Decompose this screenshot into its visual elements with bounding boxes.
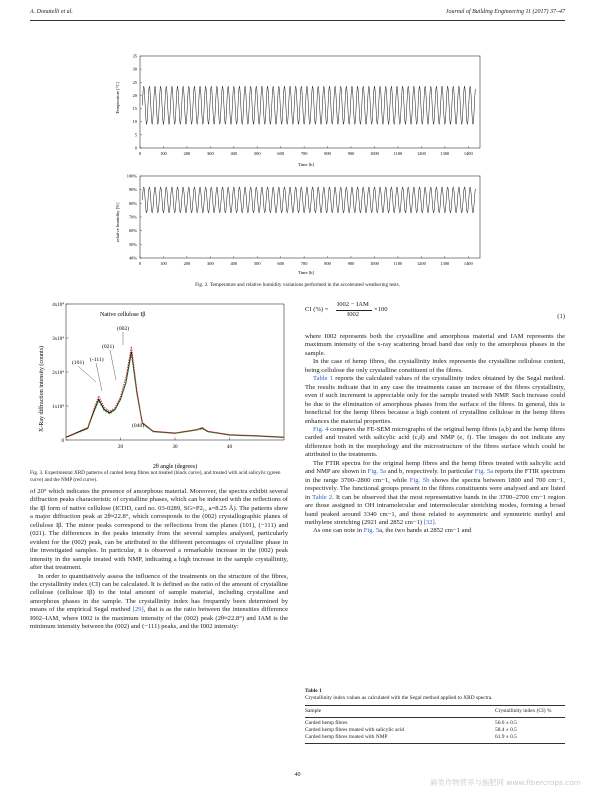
- x-tick-label: 1300: [440, 151, 450, 156]
- x-axis-label: Time [h]: [297, 162, 315, 167]
- annotation-native-cellulose: Native cellulose Iβ: [100, 312, 146, 318]
- x-tick-label: 200: [183, 261, 191, 266]
- x-axis-ticks: [139, 146, 474, 156]
- x-tick-label: 800: [324, 261, 331, 266]
- paragraph: In order to quantitatively assess the influence of the treatments on the structure of the fibres, the crystallinity index (CI) can be calculated. It is defined as the ratio of the amount of crystalline cellulose (cellulose Iβ) to the total amount of sample material, including crystalline and amorphous phases in the sample. The crystallinity index has frequently been determined by means of the empirical Segal method [29], that is as the ratio between the intensities difference I002–IAM, where I002 is the maximum intensity of the (002) peak (2θ≈22.8°) and IAM is the minimum intensity between the (002) and (−111) peaks, and the I002 intensity:: [30, 572, 289, 631]
- x-tick-label: 0: [138, 261, 142, 266]
- ref-link-fig5[interactable]: Fig. 5: [363, 527, 380, 535]
- table-header-row: [305, 706, 565, 717]
- xrd-chart: [30, 300, 290, 472]
- ref-link-fig5b[interactable]: Fig. 5b: [409, 476, 430, 484]
- table-1: [305, 688, 565, 744]
- annotation-040: (040): [132, 423, 145, 429]
- x-axis-ticks: [118, 438, 233, 451]
- relative-humidity-chart: [110, 170, 490, 278]
- x-tick-label: 700: [300, 151, 308, 156]
- ref-link-fig5a[interactable]: Fig. 5a: [367, 468, 387, 476]
- x-tick-label: 1000: [370, 151, 379, 156]
- y-tick-label: 25: [132, 79, 137, 85]
- table-header-ci: Crystallinity index (CI) %: [495, 708, 552, 714]
- y-tick-label: 90%: [128, 187, 137, 193]
- page-number: 40: [294, 772, 301, 778]
- fig3-caption: Fig. 3. Experimental XRD patterns of carded hemp fibres not treated (black curve), and treated with acid salicylic (green curve) and the NMP (red curve).: [30, 470, 281, 483]
- x-tick-label: 400: [230, 261, 238, 266]
- plot-frame: [140, 56, 480, 148]
- y-tick-label: 70%: [128, 214, 137, 220]
- annotation-minus111: (-111): [90, 357, 104, 363]
- table-row: Carded hemp fibres 56.6 ± 0.5: [305, 720, 517, 726]
- x-tick-label: 900: [347, 151, 355, 156]
- y-tick-label: 10: [132, 119, 137, 125]
- paragraph: Table 1 reports the calculated values of the crystallinity index obtained by the Segal method. The results indicate that in any case the treatments cause an increase of the fibres crystallinity, even if such increment is appreciable only for the sample treated with NMP. Such increase could be due to the elimination of amorphous phases from the surface of the fibres. In general, this is beneficial for the hemp fibres because a high content of crystalline cellulose in the hemp fibres enhances the material properties.: [305, 375, 565, 425]
- x-tick-label: 1400: [463, 261, 473, 266]
- ref-link-fig4[interactable]: Fig. 4: [313, 425, 329, 433]
- journal-citation: Journal of Building Engineering 11 (2017) 37–47: [445, 9, 565, 15]
- y-tick-label: 60%: [128, 228, 137, 234]
- table-row: Carded hemp fibres treated with NMP 61.9 ± 0.5: [305, 734, 517, 740]
- x-tick-label: 200: [183, 151, 191, 156]
- x-axis-label: 2θ angle (degrees): [152, 464, 198, 470]
- x-tick-label: 500: [253, 151, 261, 156]
- x-tick-label: 0: [138, 151, 142, 156]
- x-tick-label: 300: [207, 261, 214, 266]
- x-tick-label: 400: [230, 151, 238, 156]
- y-axis-label: relative humidity [%]: [115, 202, 120, 242]
- y-tick-label: 0: [61, 439, 64, 444]
- y-tick-label: 30: [132, 66, 137, 72]
- temperature-series-line: [142, 86, 475, 124]
- header-rule: [30, 20, 565, 21]
- x-tick-label: 600: [277, 261, 284, 266]
- y-axis-label: X-Ray diffraction intensity (counts): [39, 345, 45, 432]
- x-tick-label: 300: [207, 151, 214, 156]
- x-tick-label: 1000: [370, 261, 379, 266]
- paragraph: In the case of hemp fibres, the crystallinity index represents the crystalline cellulose content, being cellulose the only crystalline constituent of the fibres.: [305, 358, 565, 374]
- ref-link-table1[interactable]: Table 1: [313, 375, 334, 383]
- temperature-chart: [110, 52, 490, 170]
- y-tick-label: 0: [134, 145, 137, 151]
- y-tick-label: 50%: [128, 241, 137, 247]
- xrd-series-untreated: [66, 352, 284, 438]
- y-tick-label: 15: [132, 106, 137, 112]
- y-tick-label: 80%: [128, 200, 137, 206]
- y-tick-label: 100%: [126, 173, 137, 179]
- x-tick-label: 1200: [416, 261, 426, 266]
- x-tick-label: 1300: [440, 261, 450, 266]
- paragraph: The FTIR spectra for the original hemp fibres and the hemp fibres treated with salicylic acid and NMP are shown in Fig. 5a and b, respectively. In particular Fig. 5a reports the FTIR spectrum in the range 3700–2800 cm−1, while Fig. 5b shows the spectra between 1800 and 700 cm−1, respectively. The functional groups present in the fibres constituents were analysed and are listed in Table 2. It can be observed that the most representative bands in the 3700–2700 cm−1 region are those assigned to OH intramolecular and intermolecular stretching modes, forming a broad band peaked around 3340 cm−1, and those related to asymmetric and symmetric methyl and methylene stretching (2921 and 2852 cm−1) [32].: [305, 459, 566, 526]
- x-tick-label: 800: [324, 151, 331, 156]
- x-tick-label: 1200: [416, 151, 426, 156]
- watermark: 麻类作物营养与施肥网 www.fibercrops.com: [430, 778, 581, 787]
- y-tick-label: 5: [134, 132, 137, 138]
- left-text-column: [30, 488, 288, 632]
- x-tick-label: 40: [226, 444, 233, 450]
- ref-link-29[interactable]: [29]: [132, 606, 144, 614]
- paragraph: of 20° which indicates the presence of amorphous material. Moreover, the spectra exhibit several diffraction peaks characteristic of crystalline phases, which can be indexed with the reflections of the Iβ form of native cellulose (ICDD, card no. 03-0289, SG=P2₁, a=8.25 Å). The patterns show a major diffraction peak at 2θ≈22.8°, which corresponds to the (002) crystallographic planes of cellulose Iβ. The minor peaks correspond to the reflections from the planes (101), (−111) and (021). The differences in the peaks intensity from the several samples analysed, particularly evident for the (002) peak, can be attributed to the different percentages of crystalline phase in the investigated samples. In particular, it is observed a remarkable increase in the (002) peak intensity in the sample treated with NMP, indicating a high increase in the sample crystallinity, after that treatment.: [30, 488, 288, 572]
- x-tick-label: 600: [277, 151, 284, 156]
- annotation-101: (101): [72, 360, 85, 366]
- plot-frame: [140, 176, 480, 258]
- x-tick-label: 30: [172, 444, 178, 450]
- fig2-caption: Fig. 2. Temperature and relative humidity variations performed in the accelerated weathering tests.: [195, 282, 400, 288]
- x-tick-label: 100: [160, 261, 167, 266]
- y-axis-ticks: [133, 54, 142, 151]
- annotation-021: (021): [102, 344, 115, 350]
- ref-link-32[interactable]: [32]: [423, 518, 435, 526]
- eq-rhs: ×100: [374, 306, 388, 313]
- x-tick-label: 1400: [463, 151, 473, 156]
- annotation-002: (002): [117, 326, 130, 332]
- x-tick-label: 1100: [393, 151, 403, 156]
- eq-lhs: CI (%) =: [305, 306, 329, 313]
- y-tick-label: 4x10⁴: [52, 303, 64, 308]
- x-tick-label: 20: [117, 444, 124, 450]
- eq-number: (1): [557, 313, 565, 320]
- annotation-arrow-m111: [96, 363, 102, 391]
- x-axis-label: Time [h]: [297, 270, 315, 275]
- table-row: Carded hemp fibres treated with salicylic acid 58.4 ± 0.5: [305, 727, 517, 733]
- running-author: A. Donatelli et al.: [30, 9, 73, 15]
- eq-denominator: I002: [347, 311, 360, 318]
- annotation-arrow-101: [78, 366, 96, 382]
- y-tick-label: 40%: [128, 255, 137, 261]
- annotation-arrow-021: [110, 350, 116, 380]
- x-axis-ticks: [139, 256, 474, 266]
- eq-numerator: I002 − IAM: [337, 301, 369, 308]
- x-tick-label: 500: [253, 261, 261, 266]
- ref-link-fig5a[interactable]: Fig. 5a: [474, 468, 494, 476]
- x-tick-label: 700: [300, 261, 308, 266]
- table-title: Table 1: [305, 688, 322, 694]
- right-text-column: [305, 333, 565, 536]
- x-tick-label: 900: [347, 261, 355, 266]
- paragraph: As one can note in Fig. 5a, the two bands at 2852 cm−1 and: [313, 527, 472, 535]
- paragraph: where I002 represents both the crystalline and amorphous material and IAM represents the maximum intensity of the x-ray scattering broad band due only to the amorphous phases in the sample.: [305, 333, 565, 357]
- paragraph: Fig. 4 compares the FE-SEM micrographs of the original hemp fibres (a,b) and the hemp fibres carded and treated with salicylic acid (c,d) and NMP (e, f). The images do not indicate any difference both in the morphology and the microstructure of the fibres surface which could be attributed to the treatments.: [305, 425, 566, 459]
- y-tick-label: 3x10⁴: [52, 337, 64, 342]
- x-tick-label: 1100: [393, 261, 403, 266]
- ref-link-table2[interactable]: Table 2: [312, 493, 333, 501]
- x-tick-label: 100: [160, 151, 167, 156]
- xrd-series-salicylic: [66, 354, 284, 437]
- humidity-series-line: [142, 187, 475, 213]
- y-tick-label: 1x10⁴: [52, 405, 64, 410]
- plot-frame: [66, 304, 284, 440]
- y-axis-label: Temperature [°C]: [115, 81, 120, 114]
- table-header-sample: Sample: [305, 708, 322, 714]
- y-tick-label: 35: [132, 53, 137, 59]
- y-tick-label: 20: [132, 92, 137, 98]
- table-caption: Crystallinity index values as calculated with the Segal method applied to XRD spectra.: [305, 695, 493, 701]
- y-tick-label: 2x10⁴: [52, 371, 64, 376]
